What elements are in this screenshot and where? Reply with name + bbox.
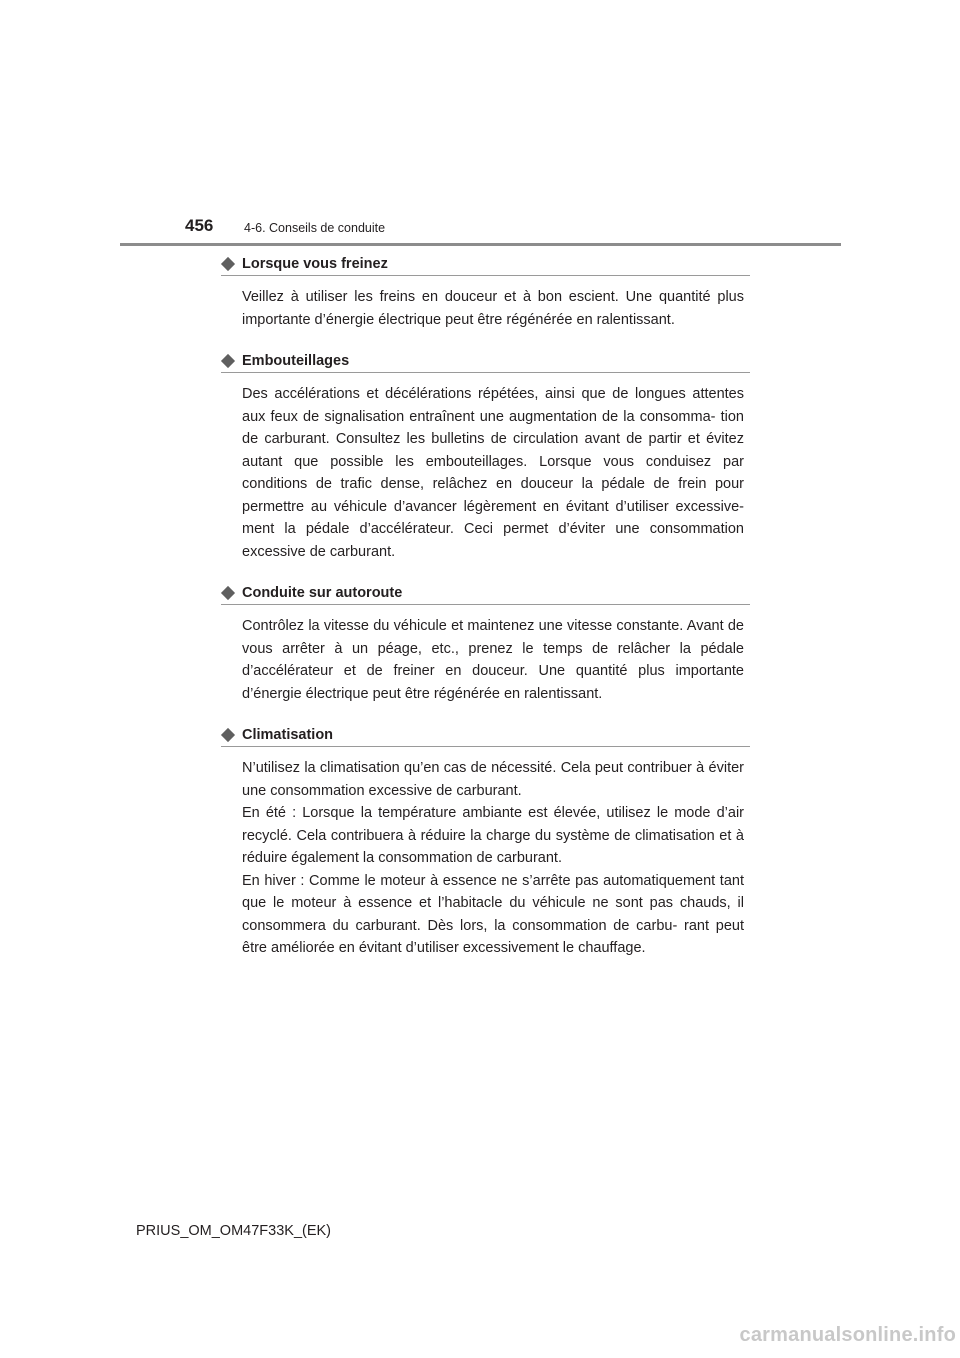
section-body <box>242 383 744 563</box>
spacer <box>221 331 750 349</box>
section-heading <box>221 349 750 373</box>
paragraph: Des accélérations et décélérations répétées, ainsi que de longues attentes aux feux de signalisation entraînent une augmentation de la consomma- tion de carburant. Consultez les bulletins de circulation avant de partir et évitez autant que possible les embouteillages. Lorsque vous conduisez par conditions de trafic dense, relâchez en douceur la pédale de frein pour permettre au véhicule d’avancer légèrement en évitant d’utiliser excessive- ment la pédale d’accélérateur. Ceci permet d’éviter une consommation excessive de carburant. <box>242 386 744 560</box>
section-heading <box>221 581 750 605</box>
section-heading <box>221 723 750 747</box>
section-title: Embouteillages <box>242 352 350 369</box>
section-title: Lorsque vous freinez <box>242 255 388 272</box>
paragraph: En hiver : Comme le moteur à essence ne s’arrête pas automatiquement tant que le moteur à essence et l’habitacle du véhicule ne sont pas chauds, il consommera du carburant. Dès lors, la consommation de carbu- rant peut être améliorée en évitant d’utiliser excessivement le chauffage. <box>242 872 744 956</box>
section-title: Climatisation <box>242 726 334 743</box>
header-rule <box>120 243 841 246</box>
section-air-conditioning <box>221 723 750 960</box>
spacer <box>221 563 750 581</box>
diamond-icon <box>221 727 235 741</box>
footer-document-code: PRIUS_OM_OM47F33K_(EK) <box>136 1223 332 1239</box>
section-highway <box>221 581 750 705</box>
section-title: Conduite sur autoroute <box>242 584 403 601</box>
paragraph: N’utilisez la climatisation qu’en cas de nécessité. Cela peut contribuer à éviter une consommation excessive de carburant. <box>242 760 744 799</box>
section-traffic-jams <box>221 349 750 563</box>
diamond-icon <box>221 256 235 270</box>
watermark: carmanualsonline.info <box>739 1324 956 1346</box>
spacer <box>221 705 750 723</box>
section-braking <box>221 252 750 331</box>
section-body <box>242 615 744 705</box>
section-body <box>242 286 744 331</box>
paragraph: Contrôlez la vitesse du véhicule et maintenez une vitesse constante. Avant de vous arrêter à un péage, etc., prenez le temps de relâcher la pédale d’accélérateur et de freiner en douceur. Une quantité plus importante d’énergie électrique peut être régénérée en ralentissant. <box>242 618 744 702</box>
paragraph: Veillez à utiliser les freins en douceur et à bon escient. Une quantité plus importante d’énergie électrique peut être régénérée en ralentissant. <box>242 289 744 328</box>
chapter-title: 4-6. Conseils de conduite <box>244 221 386 235</box>
diamond-icon <box>221 585 235 599</box>
section-heading <box>221 252 750 276</box>
diamond-icon <box>221 353 235 367</box>
page-content <box>221 252 750 960</box>
page-number: 456 <box>185 216 214 235</box>
paragraph: En été : Lorsque la température ambiante est élevée, utilisez le mode d’air recyclé. Cela contribuera à réduire la charge du système de climatisation et à réduire également la consommation de carburant. <box>242 805 744 866</box>
section-body <box>242 757 744 960</box>
